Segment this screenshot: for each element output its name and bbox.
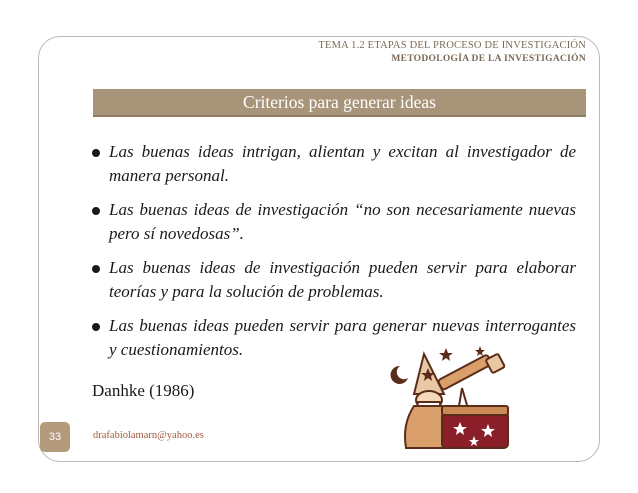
- bullet-dot-icon: [92, 207, 100, 215]
- bullet-dot-icon: [92, 149, 100, 157]
- citation: Danhke (1986): [92, 381, 195, 400]
- slide-header: [318, 40, 586, 64]
- footer-email[interactable]: drafabiolamarn@yahoo.es: [93, 430, 204, 441]
- header-topic: TEMA 1.2 ETAPAS DEL PROCESO DE INVESTIGACIÓN: [318, 40, 586, 51]
- bullet-dot-icon: [92, 265, 100, 273]
- slide-title: Criterios para generar ideas: [93, 89, 586, 117]
- bullet-dot-icon: [92, 323, 100, 331]
- bullet-list: [92, 140, 576, 372]
- bullet-text: Las buenas ideas intrigan, alientan y excitan al investigador de manera personal.: [109, 142, 576, 185]
- bullet-item: [92, 140, 576, 188]
- wizard-telescope-icon: [384, 344, 514, 456]
- bullet-item: [92, 198, 576, 246]
- bullet-text: Las buenas ideas de investigación “no son necesariamente nuevas pero sí novedosas”.: [109, 200, 576, 243]
- page-number-badge: 33: [40, 422, 70, 452]
- header-subtitle: METODOLOGÍA DE LA INVESTIGACIÓN: [391, 54, 586, 64]
- bullet-text: Las buenas ideas de investigación pueden servir para elaborar teorías y para la solución de problemas.: [109, 258, 576, 301]
- bullet-item: [92, 256, 576, 304]
- bullet-text: Las buenas ideas pueden servir para generar nuevas interrogantes y cuestionamientos.: [109, 316, 576, 359]
